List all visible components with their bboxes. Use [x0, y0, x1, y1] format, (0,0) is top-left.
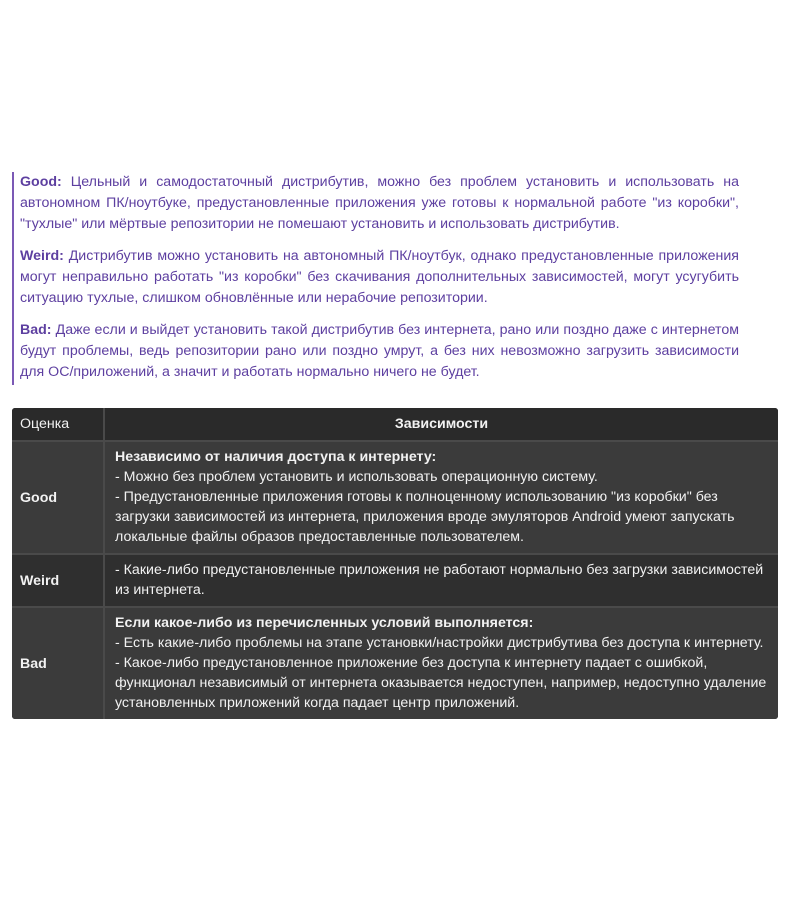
desc-weird-line: - Какие-либо предустановленные приложения не работают нормально без загрузки зависимостей из интернета.	[115, 562, 764, 598]
desc-weird	[104, 554, 778, 607]
legend-weird-term: Weird:	[20, 248, 64, 264]
legend-weird	[20, 246, 739, 309]
header-dependencies: Зависимости	[104, 408, 778, 441]
grade-weird: Weird	[12, 554, 104, 607]
grade-good: Good	[12, 441, 104, 554]
dependencies-table	[12, 408, 778, 719]
rating-legend	[12, 172, 739, 385]
desc-good	[104, 441, 778, 554]
table-row-weird	[12, 554, 778, 607]
table-row-good	[12, 441, 778, 554]
desc-good-line: - Предустановленные приложения готовы к полноценному использованию "из коробки" без загрузки зависимостей из интернета, приложения вроде эмуляторов Android умеют запускать локальные файлы образов предоставленные пользователем.	[115, 489, 735, 545]
legend-good	[20, 172, 739, 235]
legend-good-text: Цельный и самодостаточный дистрибутив, можно без проблем установить и использовать на автономном ПК/ноутбуке, предустановленные приложения уже готовы к нормальной работе "из коробки", "тухлые" или мёртвые репозитории не помешают установить и использовать дистрибутив.	[20, 174, 739, 232]
desc-bad-heading: Если какое-либо из перечисленных условий выполняется:	[115, 615, 534, 631]
header-grade: Оценка	[12, 408, 104, 441]
grade-bad: Bad	[12, 607, 104, 719]
desc-bad-line: - Какое-либо предустановленное приложение без доступа к интернету падает с ошибкой, функционал независимый от интернета оказывается недоступен, например, недоступно удаление установленных приложений когда падает центр приложений.	[115, 655, 767, 711]
table-row-bad	[12, 607, 778, 719]
legend-bad	[20, 320, 739, 383]
desc-good-line: - Можно без проблем установить и использовать операционную систему.	[115, 469, 598, 485]
table-header-row	[12, 408, 778, 441]
legend-weird-text: Дистрибутив можно установить на автономный ПК/ноутбук, однако предустановленные приложения могут неправильно работать "из коробки" без скачивания дополнительных зависимостей, могут усугубить ситуацию тухлые, слишком обновлённые или нерабочие репозитории.	[20, 248, 739, 306]
legend-bad-term: Bad:	[20, 322, 52, 338]
legend-good-term: Good:	[20, 174, 62, 190]
legend-bad-text: Даже если и выйдет установить такой дистрибутив без интернета, рано или поздно даже с интернетом будут проблемы, ведь репозитории рано или поздно умрут, а без них невозможно загрузить зависимости для ОС/приложений, а значит и работать нормально ничего не будет.	[20, 322, 739, 380]
desc-bad-line: - Есть какие-либо проблемы на этапе установки/настройки дистрибутива без доступа к интернету.	[115, 635, 764, 651]
desc-bad	[104, 607, 778, 719]
desc-good-heading: Независимо от наличия доступа к интернету:	[115, 449, 437, 465]
